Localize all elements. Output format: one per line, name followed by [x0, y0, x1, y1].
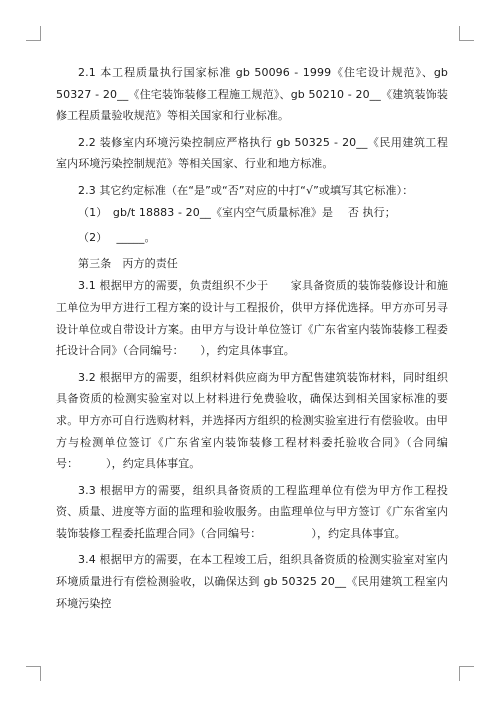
clause-2-3: 2.3 其它约定标准（在“是”或“否”对应的中打“√”或填写其它标准）： [78, 183, 414, 197]
clause-3-3: 3.3 根据甲方的需要，组织具备资质的工程监理单位有偿为甲方作工程投资、质量、进度等方面的监理和验收服务。由监理单位与甲方签订《广东省室内装饰装修工程委托监理合同》（合同编号： ），约定具体事宜。 [56, 483, 448, 541]
clause-2-1: 2.1 本工程质量执行国家标准 gb 50096 - 1999《住宅设计规范》、gb 50327 - 20__《住宅装饰装修工程施工规范》、gb 50210 - 20__《建筑装饰装修工程质量验收规范》等相关国家和行业标准。 [56, 66, 448, 123]
crop-mark-top-right [459, 26, 474, 41]
clause-3-2: 3.2 根据甲方的需要，组织材料供应商为甲方配售建筑装饰材料，同时组织具备资质的检测实验室对以上材料进行免费验收，确保达到相关国家标准的要求。甲方亦可自行选购材料，并选择丙方组织的检测实验室进行有偿验收。由甲方与检测单位签订《广东省室内装饰装修工程材料委托验收合同》（合同编号： ），约定具体事宜。 [56, 370, 448, 471]
option-1: （1） gb/t 18883 - 20__《室内空气质量标准》是 否 执行； [78, 205, 396, 219]
clause-3-1: 3.1 根据甲方的需要，负责组织不少于 家具备资质的装饰装修设计和施工单位为甲方进行工程方案的设计与工程报价，供甲方择优选择。甲方亦可另寻设计单位或自带设计方案。由甲方与设计单位签订《广东省室内装饰装修工程委托设计合同》（合同编号： ），约定具体事宜。 [56, 279, 448, 358]
document-body [56, 62, 448, 619]
crop-mark-bottom-right [459, 666, 474, 681]
option-2: （2） _____。 [78, 231, 156, 245]
crop-mark-bottom-left [26, 666, 41, 681]
article-3-heading: 第三条 丙方的责任 [78, 257, 178, 271]
clause-2-2: 2.2 装修室内环境污染控制应严格执行 gb 50325 - 20__《民用建筑工程室内环境污染控制规范》等相关国家、行业和地方标准。 [56, 135, 448, 171]
crop-mark-top-left [26, 26, 41, 41]
clause-3-4: 3.4 根据甲方的需要，在本工程竣工后，组织具备资质的检测实验室对室内环境质量进行有偿检测验收，以确保达到 gb 50325 20__《民用建筑工程室内环境污染控 [56, 553, 448, 610]
